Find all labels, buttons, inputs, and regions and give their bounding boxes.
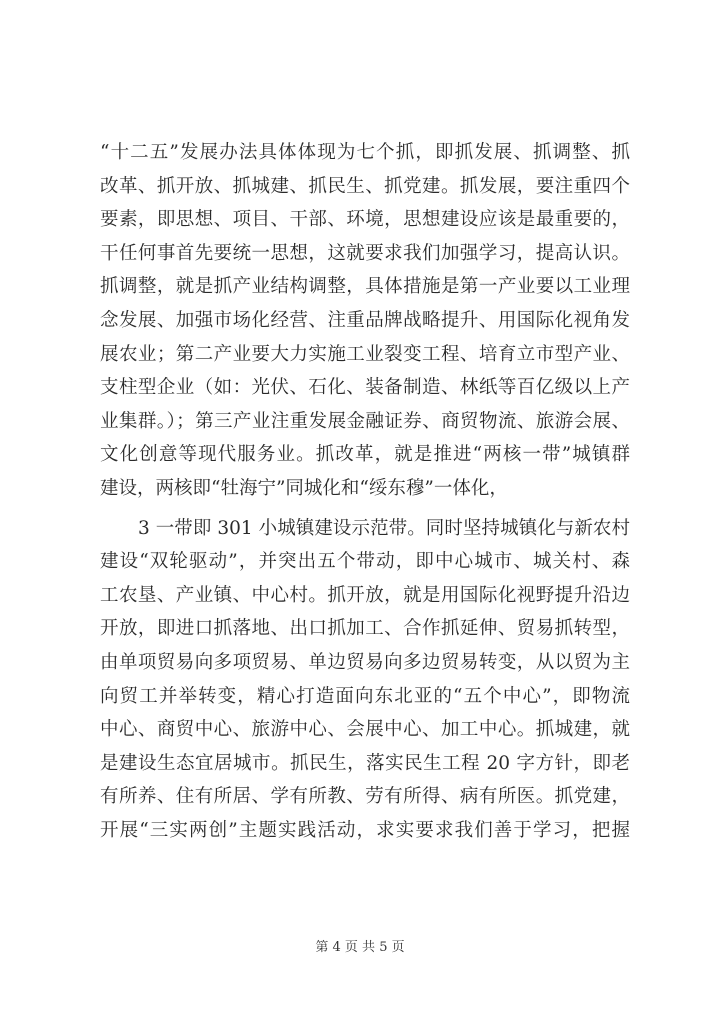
text-line: 建设“双轮驱动”，并突出五个带动，即中心城市、城关村、森 [100, 551, 630, 573]
page-number-footer: 第 4 页 共 5 页 [315, 940, 405, 955]
text-line: 建设，两核即“牡海宁”同城化和“绥东穆”一体化， [100, 477, 508, 499]
text-line: 干任何事首先要统一思想，这就要求我们加强学习，提高认识。 [100, 242, 630, 264]
text-line: 是建设生态宜居城市。抓民生，落实民生工程 20 字方针，即老 [100, 752, 630, 774]
text-line: 工农垦、产业镇、中心村。抓开放，就是用国际化视野提升沿边 [100, 584, 630, 606]
text-line: 支柱型企业（如：光伏、石化、装备制造、林纸等百亿级以上产 [100, 377, 630, 399]
text-line: 抓调整，就是抓产业结构调整，具体措施是第一产业要以工业理 [100, 276, 630, 298]
text-line: 开展“三实两创”主题实践活动，求实要求我们善于学习，把握 [100, 819, 630, 841]
paragraph-1 [100, 136, 630, 506]
text-line: 中心、商贸中心、旅游中心、会展中心、加工中心。抓城建，就 [100, 719, 630, 741]
text-line: 改革、抓开放、抓城建、抓民生、抓党建。抓发展，要注重四个 [100, 175, 630, 197]
text-line: 开放，即进口抓落地、出口抓加工、合作抓延伸、贸易抓转型， [100, 618, 630, 640]
text-line: 3 一带即 301 小城镇建设示范带。同时坚持城镇化与新农村 [138, 517, 630, 539]
text-line: “十二五”发展办法具体体现为七个抓，即抓发展、抓调整、抓 [100, 142, 630, 163]
text-line: 展农业；第二产业要大力实施工业裂变工程、培育立市型产业、 [100, 343, 630, 365]
text-line: 念发展、加强市场化经营、注重品牌战略提升、用国际化视角发 [100, 309, 630, 331]
text-line: 文化创意等现代服务业。抓改革，就是推进“两核一带”城镇群 [100, 444, 630, 466]
text-line: 要素，即思想、项目、干部、环境，思想建设应该是最重要的， [100, 209, 630, 231]
text-line: 由单项贸易向多项贸易、单边贸易向多边贸易转变，从以贸为主 [100, 651, 630, 673]
text-line: 向贸工并举转变，精心打造面向东北亚的“五个中心”，即物流 [100, 685, 630, 707]
paragraph-2 [100, 512, 630, 848]
text-line: 业集群。）；第三产业注重发展金融证券、商贸物流、旅游会展、 [100, 410, 630, 432]
body-text [100, 136, 630, 847]
text-line: 有所养、住有所居、学有所教、劳有所得、病有所医。抓党建， [100, 786, 630, 808]
